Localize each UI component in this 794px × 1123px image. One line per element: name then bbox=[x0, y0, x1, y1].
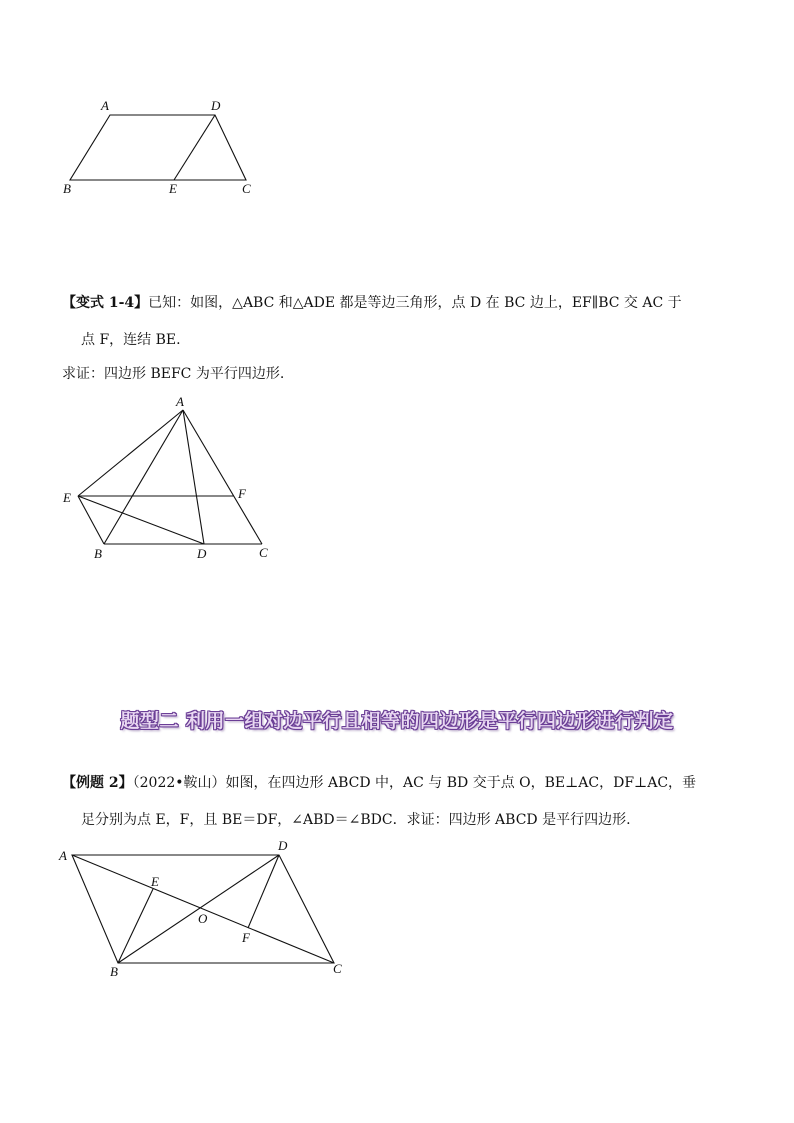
fig3-label-B: B bbox=[110, 964, 118, 979]
fig1-label-B: B bbox=[63, 181, 71, 196]
example-2-tag: 【例题 2】 bbox=[62, 775, 133, 791]
fig2-label-D: D bbox=[197, 546, 207, 561]
figure-3-quadrilateral bbox=[0, 0, 400, 1000]
fig3-label-C: C bbox=[333, 961, 342, 976]
fig2-label-E: E bbox=[63, 490, 71, 505]
figure-3-svg bbox=[0, 0, 400, 1000]
fig2-label-B: B bbox=[94, 546, 102, 561]
fig1-label-E: E bbox=[169, 181, 177, 196]
fig2-label-A: A bbox=[176, 394, 184, 409]
section-title: 题型二 利用一组对边平行且相等的四边形是平行四边形进行判定 bbox=[120, 710, 674, 732]
fig1-label-A: A bbox=[101, 98, 109, 113]
fig3-diagonal-BD bbox=[118, 855, 279, 963]
fig1-label-D: D bbox=[211, 98, 221, 113]
example-2-source: （2022•鞍山） bbox=[132, 775, 226, 791]
fig2-label-F: F bbox=[238, 486, 246, 501]
fig2-label-C: C bbox=[259, 545, 268, 560]
fig1-label-C: C bbox=[242, 181, 251, 196]
fig3-label-F: F bbox=[242, 930, 250, 945]
fig3-label-D: D bbox=[278, 838, 288, 853]
example-2-line-1-text: 如图，在四边形 ABCD 中，AC 与 BD 交于点 O，BE⊥AC，DF⊥AC，垂 bbox=[225, 775, 697, 791]
problem-1-4-tag: 【变式 1-4】 bbox=[62, 295, 149, 311]
problem-1-4-line-2-text: 点 F，连结 BE. bbox=[81, 332, 181, 348]
fig3-label-O: O bbox=[198, 911, 208, 926]
problem-1-4-line-1-text: 已知：如图，△ABC 和△ADE 都是等边三角形，点 D 在 BC 边上，EF∥BC 交 AC 于 bbox=[148, 295, 682, 311]
fig3-label-E: E bbox=[151, 874, 159, 889]
problem-1-4-prove-text: 求证：四边形 BEFC 为平行四边形. bbox=[62, 366, 285, 382]
fig3-label-A: A bbox=[59, 848, 67, 863]
example-2-line-2-text: 足分别为点 E，F，且 BE＝DF，∠ABD＝∠BDC．求证：四边形 ABCD 是平行四边形. bbox=[81, 812, 631, 828]
